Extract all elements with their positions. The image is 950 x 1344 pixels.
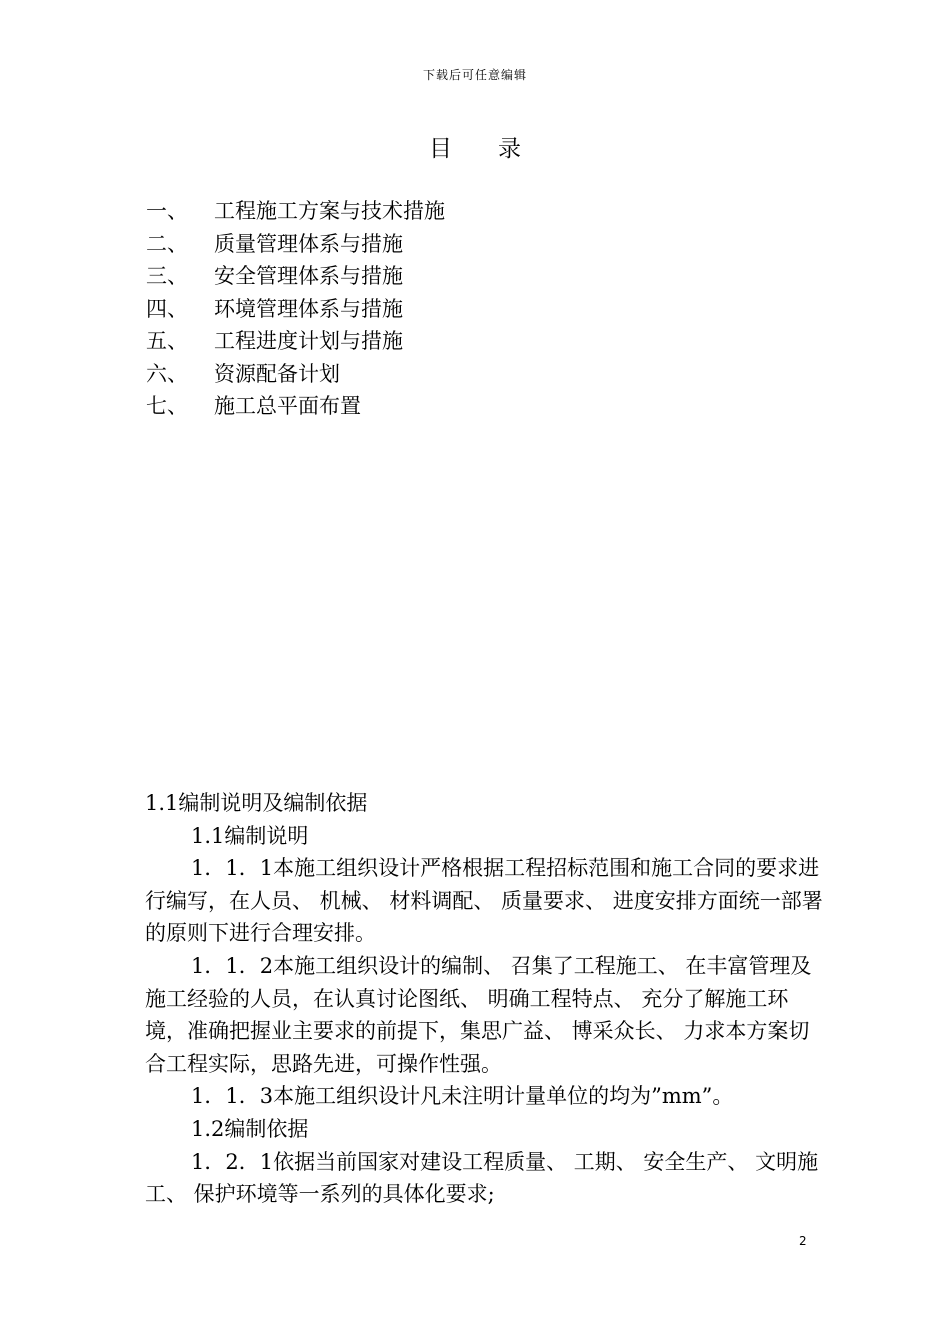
toc-item xyxy=(146,325,445,358)
toc-item-number: 四、 xyxy=(146,296,188,321)
toc-item-label: 工程施工方案与技术措施 xyxy=(214,199,445,223)
body-section xyxy=(145,787,825,1211)
paragraph: 1．1．1本施工组织设计严格根据工程招标范围和施工合同的要求进行编写，在人员、 机械、 材料调配、 质量要求、 进度安排方面统一部署的原则下进行合理安排。 xyxy=(145,856,823,946)
toc-item-number: 二、 xyxy=(146,231,188,256)
section-heading: 1.1编制说明及编制依据 xyxy=(145,791,368,815)
toc-item xyxy=(146,390,445,423)
subsection-heading: 1.1编制说明 xyxy=(191,823,309,848)
toc-item xyxy=(146,358,445,391)
toc-item xyxy=(146,293,445,326)
page-number: 2 xyxy=(799,1234,807,1248)
toc-item-label: 安全管理体系与措施 xyxy=(214,264,403,288)
toc-item-number: 五、 xyxy=(146,329,188,353)
paragraph: 1．1．3本施工组织设计凡未注明计量单位的均为”mm”。 xyxy=(191,1084,734,1109)
subsection-heading: 1.2编制依据 xyxy=(191,1116,309,1141)
toc-item-label: 资源配备计划 xyxy=(214,361,340,386)
toc-item-number: 六、 xyxy=(146,361,188,386)
toc-item-label: 施工总平面布置 xyxy=(214,394,361,418)
toc-item-number: 一、 xyxy=(146,199,188,223)
toc-title-char-2: 录 xyxy=(498,136,521,162)
page-header: 下载后可任意编辑 xyxy=(422,68,527,82)
toc-title-char-1: 目 xyxy=(429,136,452,162)
toc-item-label: 环境管理体系与措施 xyxy=(214,296,403,321)
paragraph: 1．2．1依据当前国家对建设工程质量、 工期、 安全生产、 文明施工、 保护环境等一系列的具体化要求; xyxy=(145,1149,819,1207)
paragraph: 1．1．2本施工组织设计的编制、 召集了工程施工、 在丰富管理及施工经验的人员，在认真讨论图纸、 明确工程特点、 充分了解施工环境，准确把握业主要求的前提下，集思广益、 博采众长、 力求本方案切合工程实际，思路先进，可操作性强。 xyxy=(145,953,812,1076)
toc-item-number: 七、 xyxy=(146,394,188,418)
toc-item xyxy=(146,195,445,228)
toc-title xyxy=(0,130,950,163)
toc-item xyxy=(146,260,445,293)
toc-item xyxy=(146,228,445,261)
toc-item-label: 质量管理体系与措施 xyxy=(214,231,403,256)
toc-item-number: 三、 xyxy=(146,264,188,288)
table-of-contents xyxy=(146,195,445,423)
toc-item-label: 工程进度计划与措施 xyxy=(214,329,403,353)
